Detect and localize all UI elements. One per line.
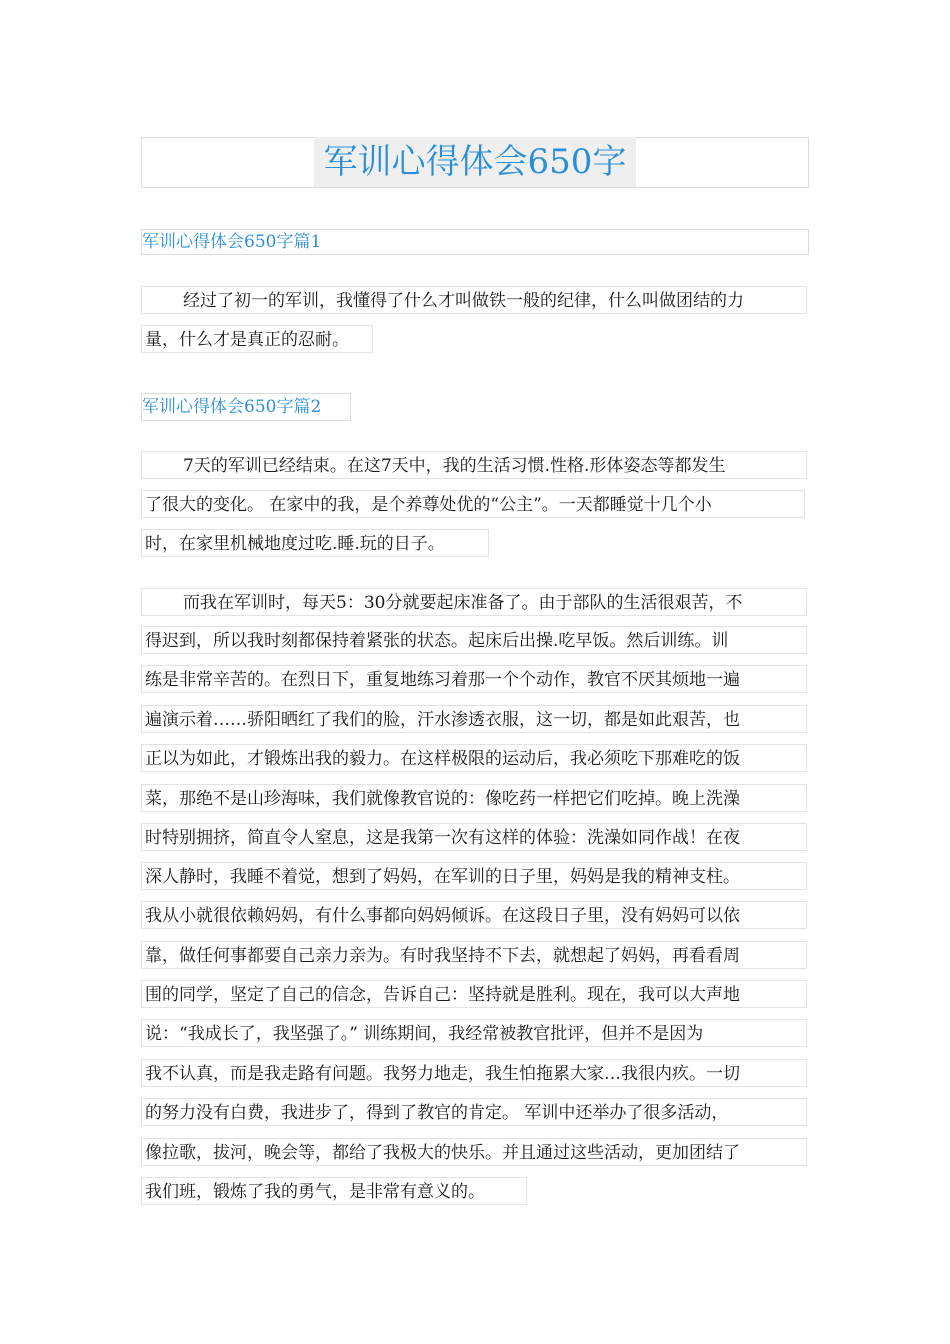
paragraph-line: 了很大的变化。 在家中的我，是个养尊处优的“公主”。一天都睡觉十几个小 — [141, 490, 805, 518]
paragraph-line: 7天的军训已经结束。在这7天中，我的生活习惯.性格.形体姿态等都发生 — [141, 451, 807, 479]
paragraph-line: 我们班，锻炼了我的勇气，是非常有意义的。 — [141, 1177, 527, 1205]
paragraph-line: 正以为如此，才锻炼出我的毅力。在这样极限的运动后，我必须吃下那难吃的饭 — [141, 744, 807, 772]
paragraph-line: 像拉歌，拔河，晚会等，都给了我极大的快乐。并且通过这些活动，更加团结了 — [141, 1138, 807, 1166]
paragraph-line: 而我在军训时，每天5：30分就要起床准备了。由于部队的生活很艰苦，不 — [141, 588, 807, 616]
paragraph-line: 菜，那绝不是山珍海味，我们就像教官说的：像吃药一样把它们吃掉。晚上洗澡 — [141, 784, 807, 812]
paragraph-line: 围的同学，坚定了自己的信念，告诉自己：坚持就是胜利。现在，我可以大声地 — [141, 980, 807, 1008]
title-frame — [141, 137, 809, 188]
paragraph-line: 时，在家里机械地度过吃.睡.玩的日子。 — [141, 529, 489, 557]
paragraph-line: 练是非常辛苦的。在烈日下，重复地练习着那一个个动作，教官不厌其烦地一遍 — [141, 665, 807, 693]
paragraph-line: 我不认真，而是我走路有问题。我努力地走，我生怕拖累大家…我很内疚。一切 — [141, 1059, 807, 1087]
paragraph-line: 深人静时，我睡不着觉，想到了妈妈，在军训的日子里，妈妈是我的精神支柱。 — [141, 862, 807, 890]
paragraph-line: 经过了初一的军训，我懂得了什么才叫做铁一般的纪律，什么叫做团结的力 — [141, 286, 807, 314]
paragraph-line: 说：“我成长了，我坚强了。” 训练期间，我经常被教官批评，但并不是因为 — [141, 1019, 807, 1047]
paragraph-line: 我从小就很依赖妈妈，有什么事都向妈妈倾诉。在这段日子里，没有妈妈可以依 — [141, 901, 807, 929]
section-heading-2: 军训心得体会650字篇2 — [141, 393, 351, 421]
paragraph-line: 靠，做任何事都要自己亲力亲为。有时我坚持不下去，就想起了妈妈，再看看周 — [141, 941, 807, 969]
page-title: 军训心得体会650字 — [314, 137, 636, 187]
paragraph-line: 时特别拥挤，简直令人窒息，这是我第一次有这样的体验：洗澡如同作战！在夜 — [141, 823, 807, 851]
paragraph-line: 得迟到，所以我时刻都保持着紧张的状态。起床后出操.吃早饭。然后训练。训 — [141, 626, 807, 654]
paragraph-line: 的努力没有白费，我进步了，得到了教官的肯定。 军训中还举办了很多活动， — [141, 1098, 807, 1126]
section-heading-1: 军训心得体会650字篇1 — [141, 229, 809, 255]
paragraph-line: 量，什么才是真正的忍耐。 — [141, 325, 373, 353]
paragraph-line: 遍演示着……骄阳晒红了我们的脸，汗水渗透衣服，这一切，都是如此艰苦，也 — [141, 705, 807, 733]
